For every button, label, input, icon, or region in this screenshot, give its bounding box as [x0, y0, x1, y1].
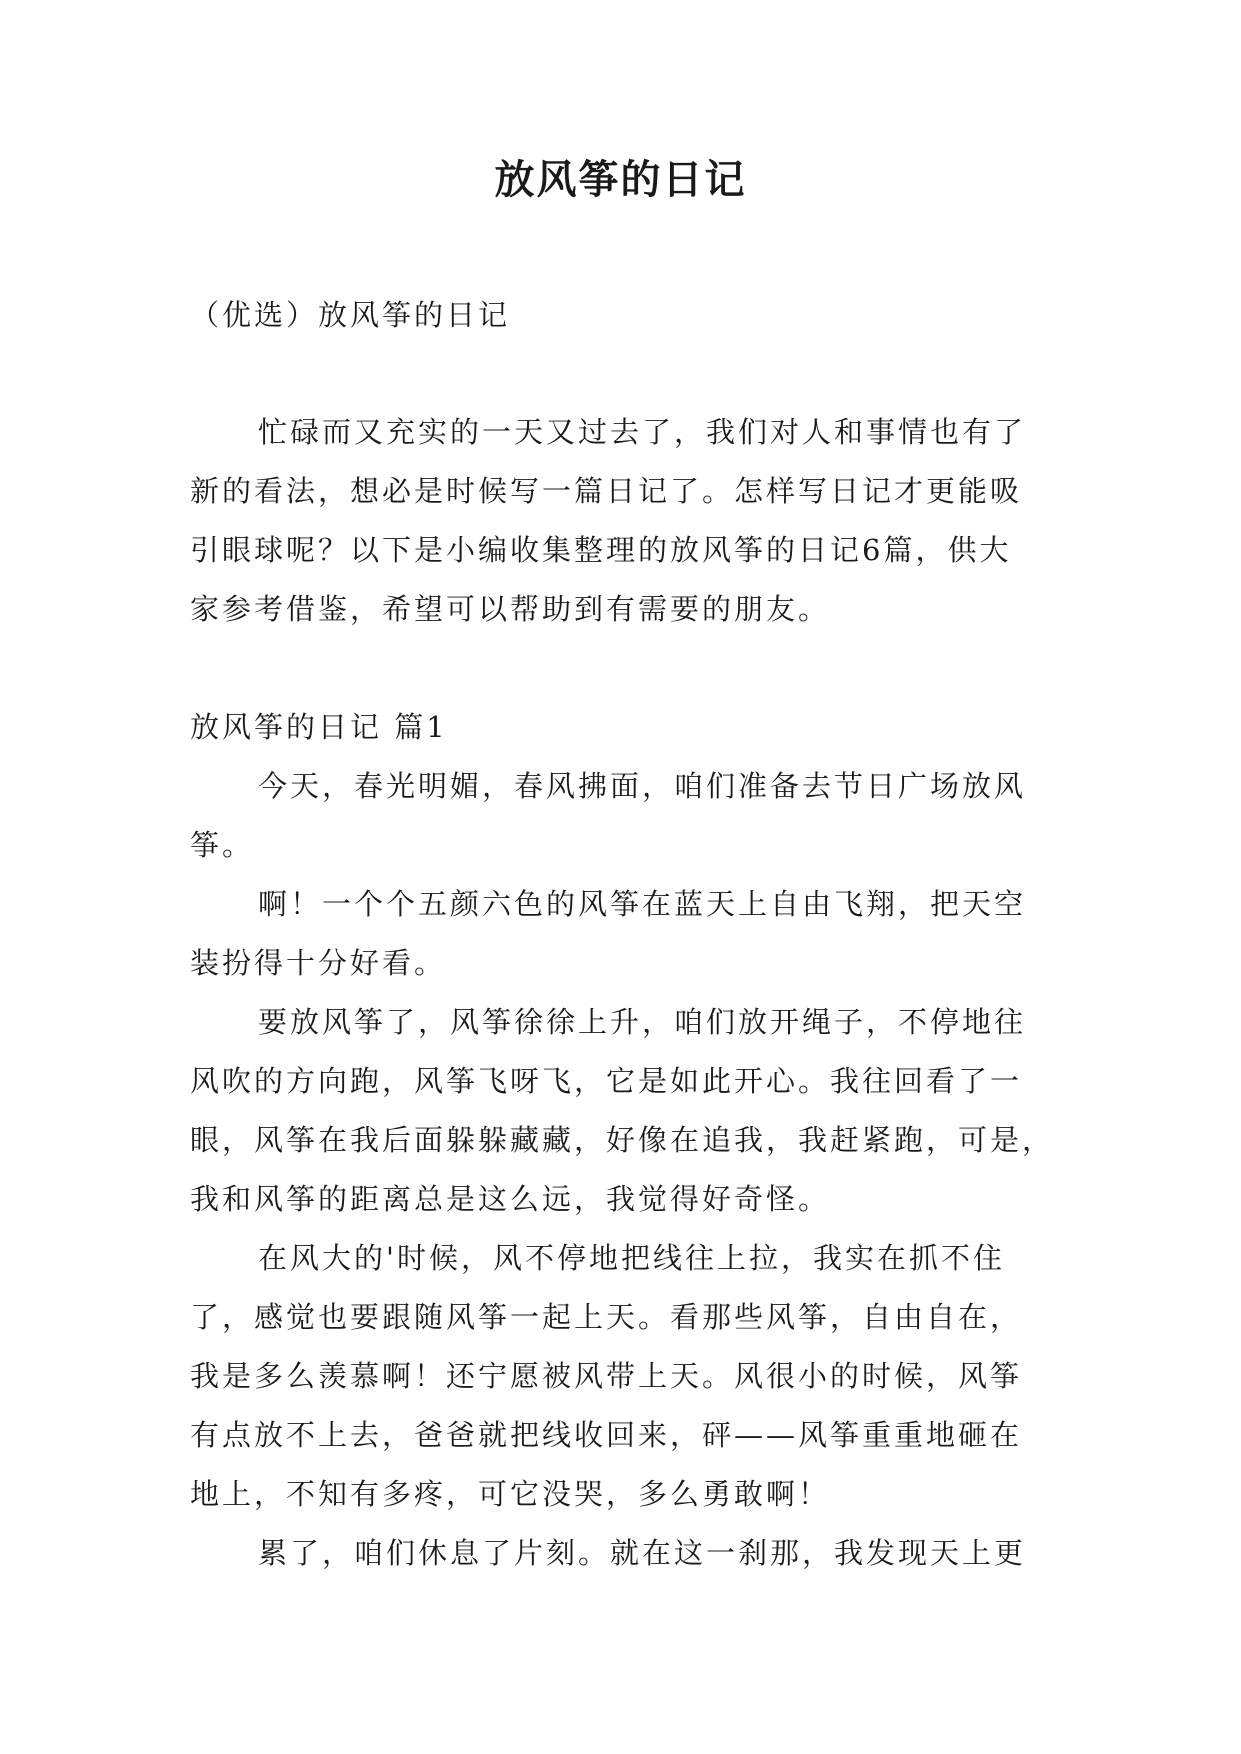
intro-line: 引眼球呢？以下是小编收集整理的放风筝的日记6篇，供大 [190, 533, 1012, 567]
body-line: 地上，不知有多疼，可它没哭，多么勇敢啊！ [190, 1477, 831, 1511]
body-line: 风吹的方向跑，风筝飞呀飞，它是如此开心。我往回看了一 [190, 1064, 1023, 1098]
intro-line: 新的看法，想必是时候写一篇日记了。怎样写日记才更能吸 [190, 474, 1023, 508]
body-line: 要放风筝了，风筝徐徐上升，咱们放开绳子，不停地往 [258, 1005, 1027, 1039]
body-line: 啊！一个个五颜六色的风筝在蓝天上自由飞翔，把天空 [258, 887, 1027, 921]
body-line: 有点放不上去，爸爸就把线收回来，砰——风筝重重地砸在 [190, 1418, 1023, 1452]
body-line: 在风大的'时候，风不停地把线往上拉，我实在抓不住 [258, 1241, 1005, 1275]
body-line: 我是多么羡慕啊！还宁愿被风带上天。风很小的时候，风筝 [190, 1359, 1023, 1393]
body-line: 眼，风筝在我后面躲躲藏藏，好像在追我，我赶紧跑，可是， [190, 1123, 1055, 1157]
body-line: 今天，春光明媚，春风拂面，咱们准备去节日广场放风 [258, 769, 1027, 803]
body-line: 装扮得十分好看。 [190, 946, 447, 980]
intro-line: 忙碌而又充实的一天又过去了，我们对人和事情也有了 [258, 415, 1027, 449]
section-heading: 放风筝的日记 篇1 [190, 710, 448, 744]
document-title: 放风筝的日记 [494, 157, 747, 203]
body-line: 累了，咱们休息了片刻。就在这一刹那，我发现天上更 [258, 1536, 1027, 1570]
document-subtitle: （优选）放风筝的日记 [190, 298, 511, 332]
body-line: 筝。 [190, 828, 255, 862]
body-line: 了，感觉也要跟随风筝一起上天。看那些风筝，自由自在， [190, 1300, 1023, 1334]
intro-line: 家参考借鉴，希望可以帮助到有需要的朋友。 [190, 592, 831, 626]
body-line: 我和风筝的距离总是这么远，我觉得好奇怪。 [190, 1182, 831, 1216]
